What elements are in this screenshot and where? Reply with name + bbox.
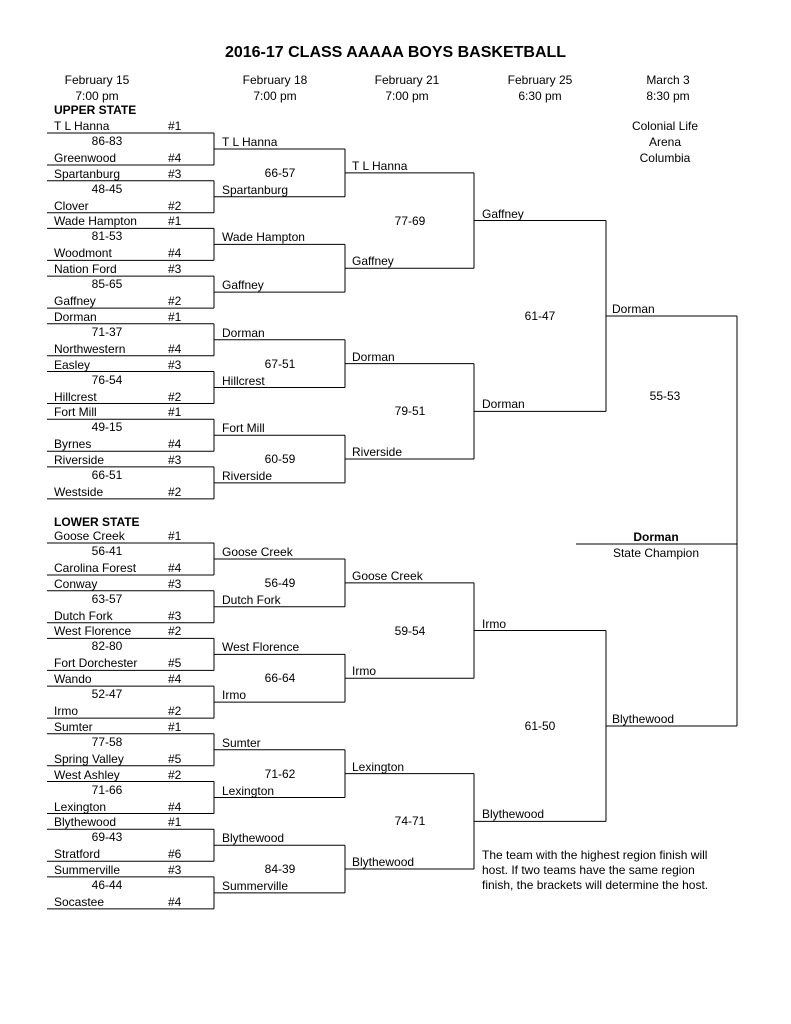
seed-label: #3	[168, 608, 182, 623]
round2-team: Lexington	[222, 783, 275, 798]
seed-label: #2	[168, 624, 182, 639]
round1-score: 71-66	[91, 782, 123, 797]
round1-score: 49-15	[91, 420, 123, 435]
round1-team: Fort Mill	[54, 405, 97, 420]
seed-label: #3	[168, 357, 182, 372]
host-note: finish, the brackets will determine the host.	[482, 878, 709, 892]
seed-label: #2	[168, 389, 182, 404]
round1-team: Hillcrest	[54, 389, 97, 404]
seed-label: #1	[168, 119, 182, 133]
round1-team: Clover	[54, 198, 89, 213]
round1-team: Wando	[54, 672, 92, 687]
round2-team: Fort Mill	[222, 421, 265, 436]
final-team: Dorman	[612, 301, 655, 316]
upper-state-label: UPPER STATE	[54, 103, 137, 117]
round4-team: Irmo	[482, 616, 506, 631]
round1-team: Lexington	[54, 799, 107, 814]
seed-label: #2	[168, 767, 182, 782]
round4-team: Gaffney	[482, 206, 524, 221]
final-team: Blythewood	[612, 711, 675, 726]
round-date: February 25	[507, 73, 573, 87]
venue-line: Colonial Life	[631, 119, 699, 133]
round1-score: 52-47	[91, 687, 123, 702]
round1-score: 82-80	[91, 639, 123, 654]
round2-score: 66-64	[264, 671, 296, 686]
round-time: 7:00 pm	[75, 89, 119, 103]
round1-team: Irmo	[54, 704, 78, 719]
round3-team: Gaffney	[352, 254, 394, 269]
seed-label: #5	[168, 751, 182, 766]
round1-team: Spring Valley	[54, 751, 124, 766]
round3-score: 74-71	[394, 814, 426, 829]
round3-team: Riverside	[352, 445, 403, 460]
round2-score: 67-51	[264, 356, 296, 371]
round1-team: Byrnes	[54, 437, 92, 452]
round2-team: Goose Creek	[222, 545, 293, 559]
venue-line: Columbia	[639, 151, 691, 165]
seed-label: #2	[168, 294, 182, 309]
round-date: February 15	[64, 73, 130, 87]
round1-team: Stratford	[54, 847, 101, 862]
round2-score: 60-59	[264, 452, 296, 467]
round1-team: Summerville	[54, 862, 121, 877]
round1-team: Conway	[54, 576, 98, 591]
round1-score: 48-45	[91, 181, 123, 196]
round1-team: Dutch Fork	[54, 608, 113, 623]
round1-score: 76-54	[91, 372, 123, 387]
round2-team: Sumter	[222, 735, 261, 750]
round1-score: 46-44	[91, 877, 123, 892]
seed-label: #1	[168, 405, 182, 420]
seed-label: #4	[168, 672, 182, 687]
round1-score: 66-51	[91, 467, 123, 482]
round1-team: West Florence	[54, 624, 132, 639]
seed-label: #2	[168, 198, 182, 213]
round2-score: 84-39	[264, 862, 296, 877]
seed-label: #4	[168, 894, 182, 909]
seed-label: #3	[168, 166, 182, 181]
round2-team: Dorman	[222, 325, 265, 340]
round1-team: Sumter	[54, 719, 93, 734]
round1-score: 86-83	[91, 134, 123, 148]
round2-team: Spartanburg	[222, 182, 289, 197]
seed-label: #4	[168, 341, 182, 356]
round3-team: T L Hanna	[352, 158, 408, 173]
seed-label: #4	[168, 799, 182, 814]
round3-score: 79-51	[394, 404, 426, 419]
round2-score: 56-49	[264, 575, 296, 590]
round3-team: Irmo	[352, 664, 376, 679]
round1-team: Socastee	[54, 894, 105, 909]
round1-team: Easley	[54, 357, 91, 372]
round4-team: Blythewood	[482, 807, 545, 822]
round1-score: 56-41	[91, 544, 123, 558]
round2-team: Gaffney	[222, 278, 264, 293]
round1-team: Nation Ford	[54, 262, 117, 277]
round1-score: 71-37	[91, 324, 123, 339]
round1-team: Woodmont	[54, 246, 112, 261]
round-time: 6:30 pm	[518, 89, 562, 103]
seed-label: #4	[168, 437, 182, 452]
round-time: 7:00 pm	[385, 89, 429, 103]
lower-state-label: LOWER STATE	[54, 515, 140, 529]
round1-team: Greenwood	[54, 151, 117, 165]
seed-label: #3	[168, 862, 182, 877]
seed-label: #1	[168, 214, 182, 229]
round2-team: Dutch Fork	[222, 592, 281, 607]
champion-label: State Champion	[612, 546, 700, 560]
round2-team: Hillcrest	[222, 373, 265, 388]
round2-team: Summerville	[222, 878, 289, 893]
round2-team: Irmo	[222, 688, 246, 703]
page-title: 2016-17 CLASS AAAAA BOYS BASKETBALL	[224, 44, 567, 61]
venue-line: Arena	[648, 135, 682, 149]
seed-label: #1	[168, 529, 182, 543]
round1-team: Dorman	[54, 309, 97, 324]
round4-score: 61-47	[524, 308, 556, 323]
round4-team: Dorman	[482, 397, 525, 412]
seed-label: #2	[168, 704, 182, 719]
seed-label: #2	[168, 484, 182, 499]
round1-score: 63-57	[91, 591, 123, 606]
seed-label: #4	[168, 151, 182, 165]
round-date: March 3	[646, 73, 690, 87]
round2-score: 66-57	[264, 165, 296, 180]
final-score: 55-53	[649, 389, 681, 403]
round1-team: Carolina Forest	[54, 561, 137, 575]
round-date: February 21	[374, 73, 440, 87]
host-note: host. If two teams have the same region	[482, 863, 695, 877]
round1-team: Fort Dorchester	[54, 656, 138, 671]
round1-team: Northwestern	[54, 341, 126, 356]
seed-label: #3	[168, 262, 182, 277]
seed-label: #4	[168, 246, 182, 261]
round4-score: 61-50	[524, 718, 556, 733]
round1-team: Spartanburg	[54, 166, 121, 181]
round3-score: 59-54	[394, 623, 426, 638]
round-time: 8:30 pm	[646, 89, 690, 103]
host-note: The team with the highest region finish will	[482, 848, 708, 862]
round2-team: West Florence	[222, 640, 300, 655]
round3-team: Dorman	[352, 349, 395, 364]
round2-team: T L Hanna	[222, 135, 278, 149]
round-date: February 18	[242, 73, 308, 87]
round1-team: Wade Hampton	[54, 214, 137, 229]
seed-label: #1	[168, 719, 182, 734]
round2-team: Blythewood	[222, 831, 285, 846]
round1-team: Gaffney	[54, 294, 96, 309]
round1-score: 85-65	[91, 277, 123, 292]
round1-team: Goose Creek	[54, 529, 125, 543]
round2-score: 71-62	[264, 766, 296, 781]
round1-score: 69-43	[91, 830, 123, 845]
round-time: 7:00 pm	[253, 89, 297, 103]
round3-team: Lexington	[352, 759, 405, 774]
round3-team: Goose Creek	[352, 568, 423, 583]
round1-team: West Ashley	[54, 767, 120, 782]
round1-score: 77-58	[91, 734, 123, 749]
round2-team: Wade Hampton	[222, 230, 305, 245]
seed-label: #1	[168, 815, 182, 830]
seed-label: #4	[168, 561, 182, 575]
round1-team: Blythewood	[54, 815, 117, 830]
seed-label: #3	[168, 576, 182, 591]
round1-team: T L Hanna	[54, 119, 110, 133]
seed-label: #5	[168, 656, 182, 671]
seed-label: #3	[168, 452, 182, 467]
round3-score: 77-69	[394, 213, 426, 228]
seed-label: #1	[168, 309, 182, 324]
round1-score: 81-53	[91, 229, 123, 244]
round1-team: Riverside	[54, 452, 105, 467]
seed-label: #6	[168, 847, 182, 862]
round2-team: Riverside	[222, 468, 273, 483]
round3-team: Blythewood	[352, 855, 415, 870]
round1-team: Westside	[54, 484, 104, 499]
champion-name: Dorman	[633, 530, 679, 544]
